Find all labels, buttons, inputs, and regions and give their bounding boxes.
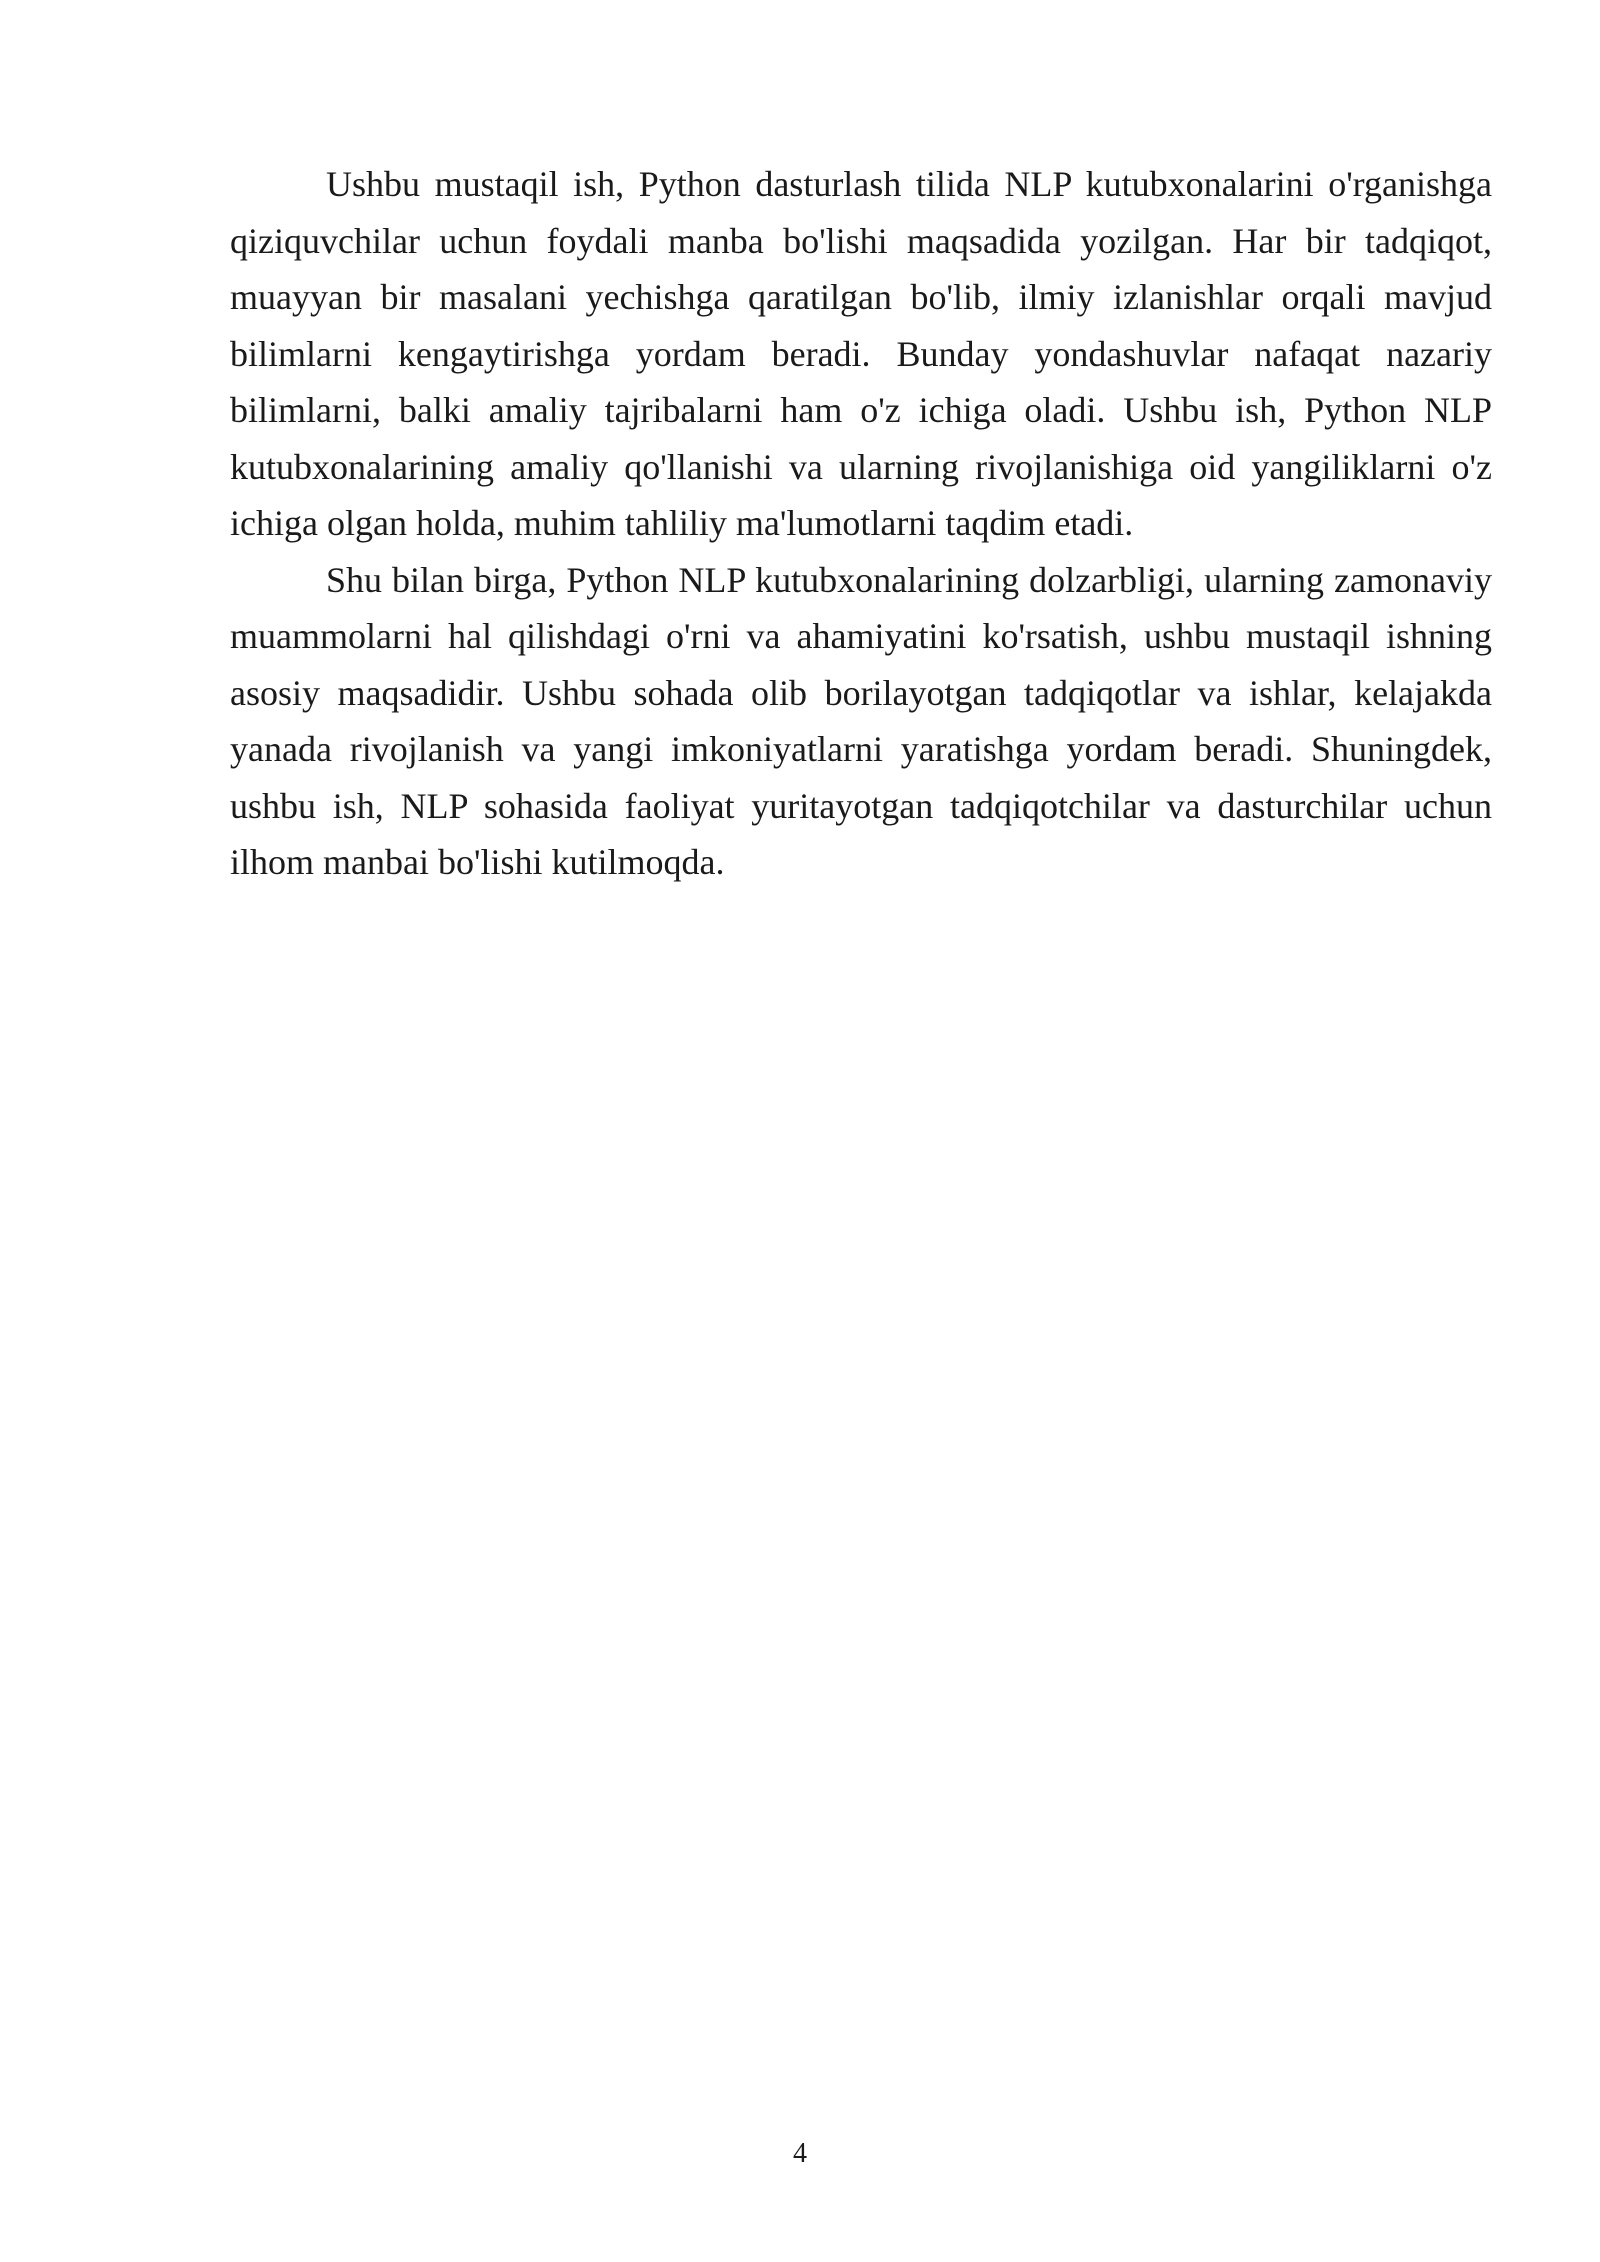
paragraph-2: Shu bilan birga, Python NLP kutubxonalarining dolzarbligi, ularning zamonaviy muammolarni hal qilishdagi o'rni va ahamiyatini ko'rsatish, ushbu mustaqil ishning asosiy maqsadidir. Ushbu sohada olib borilayotgan tadqiqotlar va ishlar, kelajakda yanada rivojlanish va yangi imkoniyatlarni yaratishga yordam beradi. Shuningdek, ushbu ish, NLP sohasida faoliyat yuritayotgan tadqiqotchilar va dasturchilar uchun ilhom manbai bo'lishi kutilmoqda.: [230, 559, 1492, 882]
paragraph-1: Ushbu mustaqil ish, Python dasturlash tilida NLP kutubxonalarini o'rganishga qiziquvchilar uchun foydali manba bo'lishi maqsadida yozilgan. Har bir tadqiqot, muayyan bir masalani yechishga qaratilgan bo'lib, ilmiy izlanishlar orqali mavjud bilimlarni kengaytirishga yordam beradi. Bunday yondashuvlar nafaqat nazariy bilimlarni, balki amaliy tajribalarni ham o'z ichiga oladi. Ushbu ish, Python NLP kutubxonalarining amaliy qo'llanishi va ularning rivojlanishiga oid yangiliklarni o'z ichiga olgan holda, muhim tahliliy ma'lumotlarni taqdim etadi.: [230, 164, 1492, 543]
body-text: [230, 156, 1492, 891]
page-number: 4: [793, 2138, 807, 2169]
